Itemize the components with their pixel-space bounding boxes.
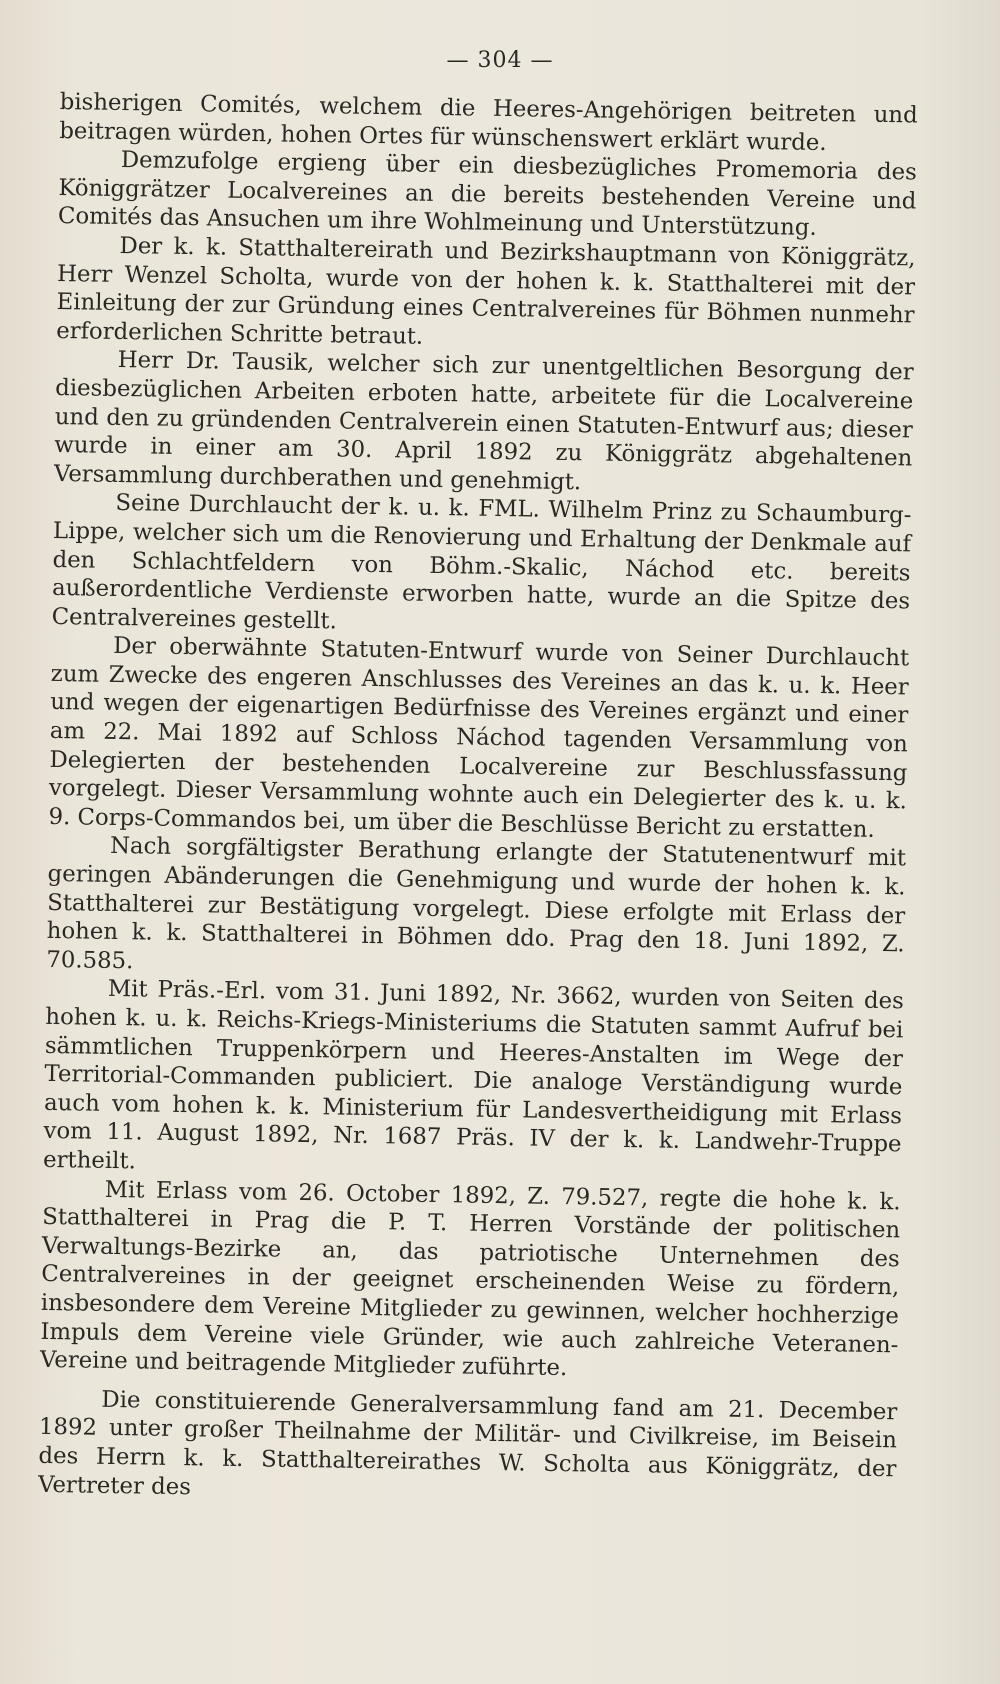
- paragraph-7: Nach sorgfältigster Berathung erlangte der Statutenentwurf mit geringen Abänderungen die Genehmigung und wurde der hohen k. k. Statthalterei zur Bestätigung vorgelegt. Diese erfolgte mit Erlass der hohen k. k. Statthalterei in Böhmen ddo. Prag den 18. Juni 1892, Z. 70.585.: [46, 833, 907, 975]
- paragraph-9: Mit Erlass vom 26. October 1892, Z. 79.527, regte die hohe k. k. Statthalterei in Prag die P. T. Herren Vorstände der politischen Verwaltungs-Bezirke an, das patriotische Unternehmen des Centralvereines in der geeignet erscheinenden Weise zu fördern, insbesondere dem Vereine Mitglieder zu gewinnen, welcher hochherzige Impuls dem Vereine viele Gründer, wie auch zahlreiche Veteranen-Vereine und beitragende Mitglieder zuführte.: [39, 1176, 901, 1382]
- paragraph-5: Seine Durchlaucht der k. u. k. FML. Wilhelm Prinz zu Schaumburg-Lippe, welcher sich um die Renovierung und Erhaltung der Denkmale auf den Schlachtfeldern von Böhm.-Skalic, Náchod etc. bereits außerordentliche Verdienste erworben hatte, wurde an die Spitze des Centralvereines gestellt.: [51, 490, 912, 635]
- paragraph-6: Der oberwähnte Statuten-Entwurf wurde von Seiner Durchlaucht zum Zwecke des engeren Anschlusses des Vereines an das k. u. k. Heer und wegen der eigenartigen Bedürfnisse des Vereines ergänzt und einer am 22. Mai 1892 auf Schloss Náchod tagenden Versammlung von Delegierten der bestehenden Localvereine zur Beschlussfassung vorgelegt. Dieser Versammlung wohnte auch ein Delegierter des k. u. k. 9. Corps-Commandos bei, um über die Beschlüsse Bericht zu erstatten.: [48, 633, 910, 843]
- paragraph-8: Mit Präs.-Erl. vom 31. Juni 1892, Nr. 3662, wurden von Seiten des hohen k. u. k. Reichs-Kriegs-Ministeriums die Statuten sammt Aufruf bei sämmtlichen Truppenkörpern und Heeres-Anstalten im Wege der Territorial-Commanden publiciert. Die analoge Verständigung wurde auch vom hohen k. k. Ministerium für Landesvertheidigung mit Erlass vom 11. August 1892, Nr. 1687 Präs. IV der k. k. Landwehr-Truppe ertheilt.: [42, 976, 904, 1175]
- paragraph-10: Die constituierende Generalversammlung fand am 21. December 1892 unter großer Theilnahme der Militär- und Civilkreise, im Beisein des Herrn k. k. Statthaltereirathes W. Scholta aus Königgrätz, der Vertreter des: [37, 1386, 898, 1500]
- paragraph-1: bisherigen Comités, welchem die Heeres-Angehörigen beitreten und beitragen würden, hohen Ortes für wünschenswert erklärt wurde.: [59, 88, 918, 156]
- page-body: [38, 88, 918, 1512]
- paragraph-4: Herr Dr. Tausik, welcher sich zur unentgeltlichen Besorgung der diesbezüglichen Arbeiten erboten hatte, arbeitete für die Localvereine und den zu gründenden Centralverein einen Statuten-Entwurf aus; dieser wurde in einer am 30. April 1892 zu Königgrätz abgehaltenen Versammlung durchberathen und genehmigt.: [53, 347, 914, 495]
- paragraph-2: Demzufolge ergieng über ein diesbezügliches Promemoria des Königgrätzer Localvereines an die bereits bestehenden Vereine und Comités das Ansuchen um ihre Wohlmeinung und Unterstützung.: [57, 147, 917, 242]
- paragraph-3: Der k. k. Statthaltereirath und Bezirkshauptmann von Königgrätz, Herr Wenzel Scholta, wurde von der hohen k. k. Statthalterei mit der Einleitung der zur Gründung eines Centralvereines für Böhmen nunmehr erforderlichen Schritte betraut.: [55, 232, 916, 350]
- page-number: — 304 —: [446, 48, 554, 73]
